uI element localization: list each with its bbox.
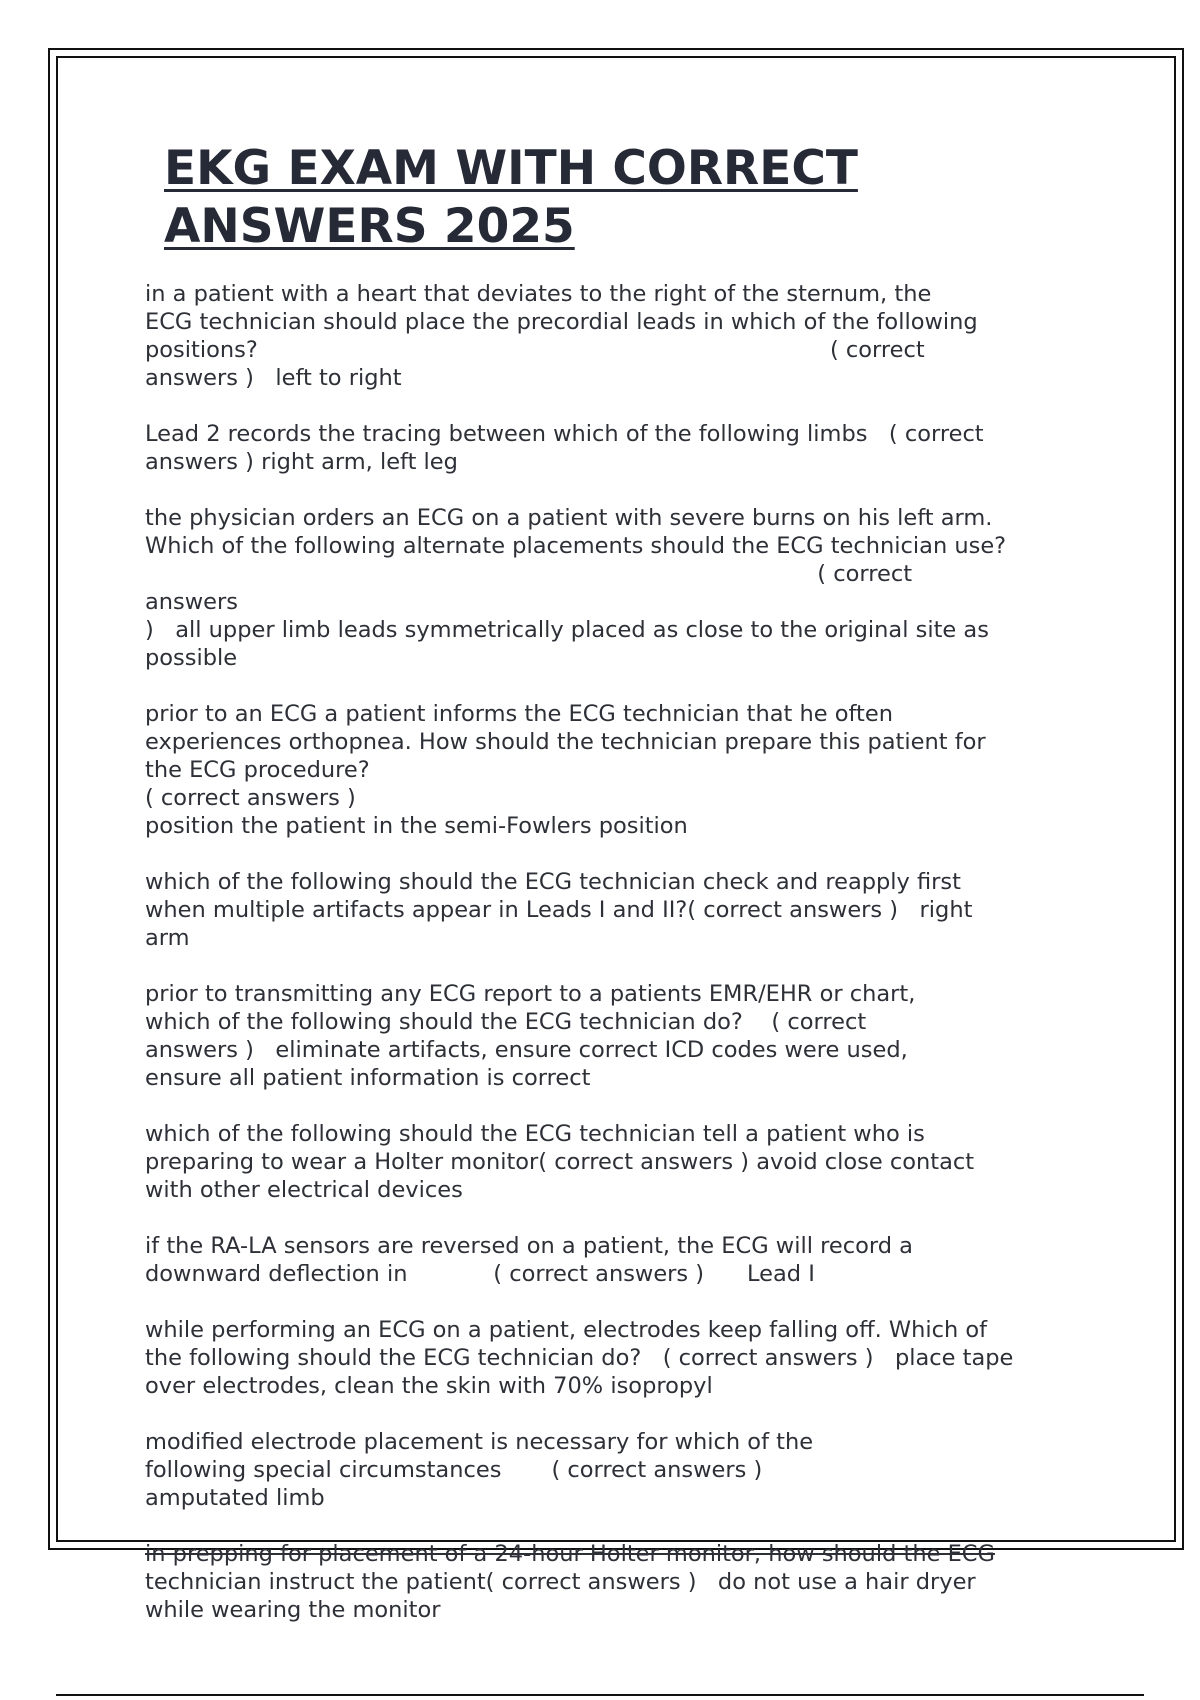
- qa-item-cut-off: [145, 1540, 1085, 1624]
- qa-line: ( correct: [145, 561, 913, 587]
- qa-line: ensure all patient information is correct: [145, 1065, 591, 1091]
- qa-item: [145, 1232, 1085, 1288]
- qa-line: downward deflection in ( correct answers ) Lead I: [145, 1261, 815, 1287]
- qa-line: in prepping for placement of a 24-hour Holter monitor, how should the ECG: [145, 1541, 995, 1567]
- title-line-2: ANSWERS 2025: [164, 199, 575, 254]
- qa-line: while performing an ECG on a patient, electrodes keep falling off. Which of: [145, 1317, 988, 1343]
- qa-line: if the RA-LA sensors are reversed on a patient, the ECG will record a: [145, 1233, 913, 1259]
- qa-line: modified electrode placement is necessary for which of the: [145, 1429, 814, 1455]
- qa-line: with other electrical devices: [145, 1177, 463, 1203]
- qa-line: position the patient in the semi-Fowlers position: [145, 813, 688, 839]
- qa-line: which of the following should the ECG technician tell a patient who is: [145, 1121, 925, 1147]
- qa-line: answers ) left to right: [145, 365, 402, 391]
- qa-line: experiences orthopnea. How should the technician prepare this patient for: [145, 729, 986, 755]
- qa-item: [145, 280, 1085, 392]
- qa-list: [145, 280, 1085, 1623]
- qa-line: in a patient with a heart that deviates to the right of the sternum, the: [145, 281, 932, 307]
- qa-line: prior to transmitting any ECG report to a patients EMR/EHR or chart,: [145, 981, 916, 1007]
- title-line-1: EKG EXAM WITH CORRECT: [164, 141, 858, 196]
- qa-line: when multiple artifacts appear in Leads I and II?( correct answers ) right: [145, 897, 973, 923]
- qa-item: [145, 420, 1085, 476]
- qa-item: [145, 504, 1085, 672]
- qa-line: over electrodes, clean the skin with 70% isopropyl: [145, 1373, 713, 1399]
- qa-item: [145, 1428, 1085, 1512]
- qa-item: [145, 868, 1085, 952]
- qa-line: which of the following should the ECG technician do? ( correct: [145, 1009, 867, 1035]
- qa-item: [145, 700, 1085, 840]
- qa-line: positions? ( correct: [145, 337, 925, 363]
- qa-line: technician instruct the patient( correct answers ) do not use a hair dryer: [145, 1569, 976, 1595]
- qa-item: [145, 980, 1085, 1092]
- qa-line: the physician orders an ECG on a patient with severe burns on his left arm.: [145, 505, 993, 531]
- qa-line: the ECG procedure?: [145, 757, 370, 783]
- qa-line: ( correct answers ): [145, 785, 356, 811]
- qa-item: [145, 1316, 1085, 1400]
- qa-line: answers ) eliminate artifacts, ensure correct ICD codes were used,: [145, 1037, 908, 1063]
- qa-line: answers ) right arm, left leg: [145, 449, 458, 475]
- qa-item: [145, 1120, 1085, 1204]
- qa-line: Which of the following alternate placements should the ECG technician use?: [145, 533, 1007, 559]
- qa-line: amputated limb: [145, 1485, 325, 1511]
- qa-line: ECG technician should place the precordial leads in which of the following: [145, 309, 978, 335]
- qa-line: which of the following should the ECG technician check and reapply first: [145, 869, 961, 895]
- document-title: [164, 140, 1064, 256]
- qa-line: while wearing the monitor: [145, 1597, 441, 1623]
- bottom-rule: [56, 1694, 1144, 1696]
- qa-line: prior to an ECG a patient informs the ECG technician that he often: [145, 701, 893, 727]
- qa-line: Lead 2 records the tracing between which of the following limbs ( correct: [145, 421, 984, 447]
- qa-line: following special circumstances ( correct answers ): [145, 1457, 763, 1483]
- qa-line: ) all upper limb leads symmetrically placed as close to the original site as: [145, 617, 989, 643]
- qa-line: the following should the ECG technician do? ( correct answers ) place tape: [145, 1345, 1014, 1371]
- qa-line: possible: [145, 645, 238, 671]
- qa-line: arm: [145, 925, 190, 951]
- qa-line: preparing to wear a Holter monitor( correct answers ) avoid close contact: [145, 1149, 975, 1175]
- qa-line: answers: [145, 589, 238, 615]
